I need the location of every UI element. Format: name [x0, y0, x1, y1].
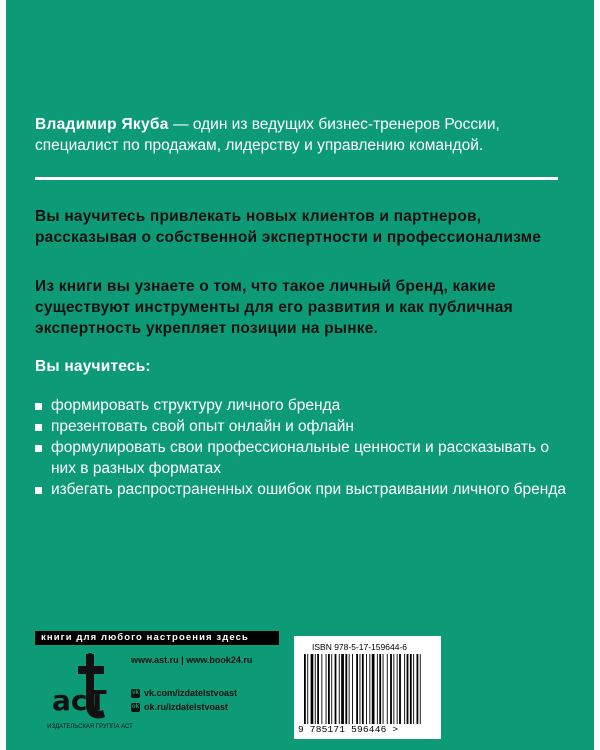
- author-name: Владимир Якуба: [35, 116, 169, 133]
- publisher-name: ИЗДАТЕЛЬСКАЯ ГРУППА АСТ: [47, 724, 133, 730]
- barcode-bar: [366, 654, 367, 724]
- barcode-bar: [341, 654, 344, 724]
- isbn-barcode-box: [294, 636, 441, 739]
- social-link-ok[interactable]: [131, 702, 228, 712]
- social-link-text: ok.ru/izdatelstvoast: [144, 702, 229, 712]
- barcode-bar: [420, 654, 421, 724]
- barcode-bar: [339, 654, 340, 724]
- barcode-digits: 9 785171 596446 >: [298, 724, 399, 735]
- barcode-bar: [379, 654, 381, 724]
- list-item-text: формулировать свои профессиональные ценности и рассказывать о них в разных форматах: [51, 439, 549, 477]
- barcode-bar: [399, 654, 401, 724]
- barcode-bar: [311, 654, 314, 724]
- ok-icon: ok: [131, 703, 139, 710]
- social-link-vk[interactable]: [131, 688, 237, 698]
- learn-heading: Вы научитесь:: [35, 358, 151, 375]
- author-description: — один из ведущих бизнес-тренеров России, специалист по продажам, лидерству и управлению командой.: [35, 116, 500, 154]
- book-back-cover: [6, 0, 594, 750]
- tagline-banner: книги для любого настроения здесь: [35, 631, 279, 645]
- social-link-text: vk.com/izdatelstvoast: [144, 688, 238, 698]
- barcode-bar: [397, 654, 398, 724]
- barcode-bar: [307, 654, 308, 724]
- barcode-bar: [326, 654, 327, 724]
- ast-logo: [50, 652, 116, 722]
- list-item: [35, 437, 575, 479]
- list-item-text: избегать распространенных ошибок при выстраивании личного бренда: [51, 481, 567, 498]
- author-bio: [35, 114, 575, 156]
- barcode-bar: [387, 654, 388, 724]
- logo-lettering: acT: [52, 684, 107, 717]
- barcode-bar: [393, 654, 394, 724]
- barcode-bar: [413, 654, 414, 724]
- promo-paragraph-2: Из книги вы узнаете о том, что такое личный бренд, какие существуют инструменты для его развития и как публичная экспертность укрепляет позиции на рынке.: [35, 278, 513, 337]
- barcode-bar: [321, 654, 322, 724]
- list-item-text: презентовать свой опыт онлайн и офлайн: [51, 418, 354, 435]
- promo-paragraph-1: Вы научитесь привлекать новых клиентов и партнеров, рассказывая о собственной экспертности и профессионализме: [35, 208, 542, 246]
- barcode: [304, 654, 431, 724]
- divider: [35, 177, 558, 180]
- barcode-bar: [352, 654, 353, 724]
- barcode-bar: [304, 654, 306, 724]
- barcode-bar: [328, 654, 330, 724]
- vk-icon: vk: [132, 689, 139, 696]
- list-item: [35, 395, 575, 416]
- bullet-square-icon: [35, 487, 42, 494]
- isbn-label: ISBN 978-5-17-159644-6: [312, 642, 407, 652]
- list-item-text: формировать структуру личного бренда: [51, 397, 341, 414]
- barcode-bar: [372, 654, 375, 724]
- barcode-bar: [369, 654, 370, 724]
- barcode-bar: [404, 654, 405, 724]
- bullet-square-icon: [35, 403, 42, 410]
- bullet-square-icon: [35, 445, 42, 452]
- barcode-bar: [315, 654, 316, 724]
- barcode-bar: [377, 654, 378, 724]
- barcode-bar: [362, 654, 364, 724]
- barcode-bar: [356, 654, 358, 724]
- barcode-bar: [407, 654, 409, 724]
- list-item: [35, 416, 575, 437]
- website-links[interactable]: www.ast.ru | www.book24.ru: [131, 655, 253, 665]
- barcode-bar: [349, 654, 350, 724]
- barcode-bar: [410, 654, 412, 724]
- barcode-bar: [317, 654, 319, 724]
- barcode-bar: [335, 654, 337, 724]
- learn-list: [35, 395, 575, 500]
- barcode-bar: [331, 654, 332, 724]
- barcode-bar: [390, 654, 392, 724]
- bullet-square-icon: [35, 424, 42, 431]
- barcode-bar: [345, 654, 347, 724]
- list-item: [35, 479, 575, 500]
- barcode-bar: [417, 654, 419, 724]
- barcode-bar: [360, 654, 361, 724]
- barcode-bar: [383, 654, 384, 724]
